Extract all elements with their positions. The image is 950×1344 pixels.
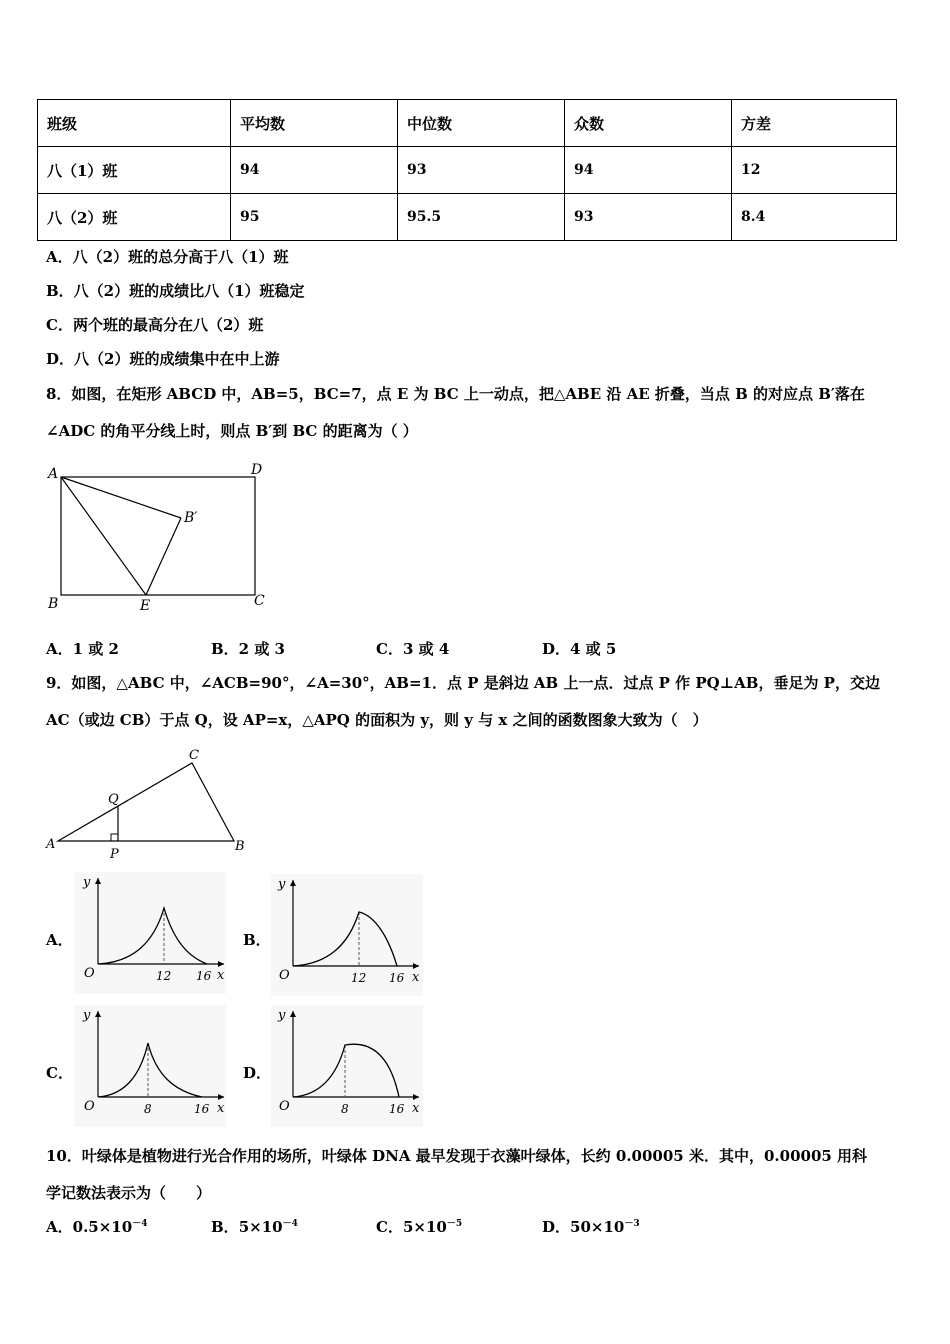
tick-label: 16 bbox=[389, 971, 405, 985]
label-b: B bbox=[48, 596, 59, 612]
axis-y-label: y bbox=[278, 877, 286, 892]
q9-graph-a[interactable] bbox=[74, 872, 226, 994]
tick-label: 16 bbox=[389, 1102, 405, 1116]
q7-option-b[interactable]: B．八（2）班的成绩比八（1）班稳定 bbox=[46, 282, 305, 300]
q8-option-c[interactable]: C．3 或 4 bbox=[376, 640, 450, 658]
q9-stem-line1: 9．如图，△ABC 中，∠ACB=90°，∠A=30°，AB=1．点 P 是斜边 AB 上一点．过点 P 作 PQ⊥AB，垂足为 P，交边 bbox=[46, 674, 880, 692]
option-label: B． bbox=[211, 1218, 239, 1236]
option-base: 5×10 bbox=[238, 1218, 283, 1236]
axis-y-label: y bbox=[83, 1008, 91, 1023]
axis-x-label: x bbox=[412, 1101, 420, 1116]
table-cell: 八（2）班 bbox=[38, 194, 231, 241]
q8-option-d[interactable]: D．4 或 5 bbox=[542, 640, 617, 658]
option-exponent: －4 bbox=[132, 1219, 148, 1229]
table-cell: 八（1）班 bbox=[38, 147, 231, 194]
q8-rectangle-figure bbox=[44, 460, 274, 616]
q7-option-a[interactable]: A．八（2）班的总分高于八（1）班 bbox=[46, 248, 289, 266]
q8-stem-line2: ∠ADC 的角平分线上时，则点 B′到 BC 的距离为（ ） bbox=[46, 422, 418, 440]
table-cell: 12 bbox=[732, 147, 897, 194]
q10-option-a[interactable] bbox=[46, 1216, 147, 1237]
origin-label: O bbox=[279, 1099, 290, 1114]
option-base: 5×10 bbox=[402, 1218, 447, 1236]
table-header-cell: 平均数 bbox=[231, 100, 398, 147]
axis-x-label: x bbox=[412, 970, 420, 985]
q7-option-d[interactable]: D．八（2）班的成绩集中在中上游 bbox=[46, 350, 280, 368]
table-row bbox=[38, 147, 897, 194]
tick-label: 12 bbox=[156, 969, 172, 983]
option-label: A． bbox=[46, 1218, 73, 1236]
option-exponent: －3 bbox=[624, 1219, 640, 1229]
q9-graph-d[interactable] bbox=[271, 1005, 423, 1127]
axis-y-label: y bbox=[278, 1008, 286, 1023]
q9-option-b[interactable]: B． bbox=[243, 931, 271, 949]
q8-option-b[interactable]: B．2 或 3 bbox=[211, 640, 285, 658]
option-base: 50×10 bbox=[570, 1218, 625, 1236]
label-b: B bbox=[235, 839, 245, 854]
label-c: C bbox=[189, 748, 199, 763]
tick-label: 12 bbox=[351, 971, 367, 985]
label-b-prime: B′ bbox=[184, 510, 198, 526]
origin-label: O bbox=[84, 966, 95, 981]
option-exponent: －5 bbox=[446, 1219, 463, 1229]
q9-graph-b[interactable] bbox=[271, 874, 423, 996]
tick-label: 16 bbox=[194, 1102, 210, 1116]
axis-x-label: x bbox=[217, 1101, 225, 1116]
table-cell: 94 bbox=[231, 147, 398, 194]
label-p: P bbox=[110, 847, 119, 862]
origin-label: O bbox=[279, 968, 290, 983]
origin-label: O bbox=[84, 1099, 95, 1114]
axis-x-label: x bbox=[217, 968, 225, 983]
statistics-table bbox=[37, 99, 897, 241]
tick-label: 8 bbox=[144, 1102, 152, 1116]
option-label: C． bbox=[376, 1218, 403, 1236]
option-exponent: －4 bbox=[282, 1219, 298, 1229]
label-d: D bbox=[251, 462, 263, 478]
option-label: D． bbox=[542, 1218, 571, 1236]
table-cell: 93 bbox=[565, 194, 732, 241]
table-header-cell: 班级 bbox=[38, 100, 231, 147]
q10-stem-line2: 学记数法表示为（ ） bbox=[46, 1184, 212, 1202]
table-row bbox=[38, 194, 897, 241]
option-base: 0.5×10 bbox=[72, 1218, 133, 1236]
table-cell: 95.5 bbox=[398, 194, 565, 241]
label-a: A bbox=[48, 466, 59, 482]
table-header-cell: 众数 bbox=[565, 100, 732, 147]
q8-stem-line1: 8．如图，在矩形 ABCD 中，AB=5，BC=7，点 E 为 BC 上一动点，把△ABE 沿 AE 折叠，当点 B 的对应点 B′落在 bbox=[46, 385, 865, 403]
table-cell: 93 bbox=[398, 147, 565, 194]
q7-option-c[interactable]: C．两个班的最高分在八（2）班 bbox=[46, 316, 264, 334]
axis-y-label: y bbox=[83, 875, 91, 890]
label-e: E bbox=[140, 598, 151, 614]
tick-label: 8 bbox=[341, 1102, 349, 1116]
q10-option-b[interactable] bbox=[211, 1216, 298, 1237]
label-c: C bbox=[254, 593, 265, 609]
q8-option-a[interactable]: A．1 或 2 bbox=[46, 640, 119, 658]
table-header-cell: 中位数 bbox=[398, 100, 565, 147]
table-cell: 8.4 bbox=[732, 194, 897, 241]
table-cell: 94 bbox=[565, 147, 732, 194]
q9-option-d[interactable]: D． bbox=[243, 1064, 272, 1082]
q10-option-d[interactable] bbox=[542, 1216, 640, 1237]
q9-stem-line2: AC（或边 CB）于点 Q，设 AP=x，△APQ 的面积为 y，则 y 与 x 之间的函数图象大致为（ ） bbox=[46, 711, 708, 729]
tick-label: 16 bbox=[196, 969, 212, 983]
table-header-cell: 方差 bbox=[732, 100, 897, 147]
table-header-row bbox=[38, 100, 897, 147]
q9-graph-c[interactable] bbox=[74, 1005, 226, 1127]
q9-triangle-figure bbox=[44, 746, 249, 861]
label-q: Q bbox=[108, 792, 119, 807]
label-a: A bbox=[46, 837, 56, 852]
q9-option-c[interactable]: C． bbox=[46, 1064, 73, 1082]
q10-option-c[interactable] bbox=[376, 1216, 462, 1237]
table-cell: 95 bbox=[231, 194, 398, 241]
q10-stem-line1: 10．叶绿体是植物进行光合作用的场所，叶绿体 DNA 最早发现于衣藻叶绿体，长约 0.00005 米．其中，0.00005 用科 bbox=[46, 1147, 868, 1165]
q9-option-a[interactable]: A． bbox=[46, 931, 73, 949]
